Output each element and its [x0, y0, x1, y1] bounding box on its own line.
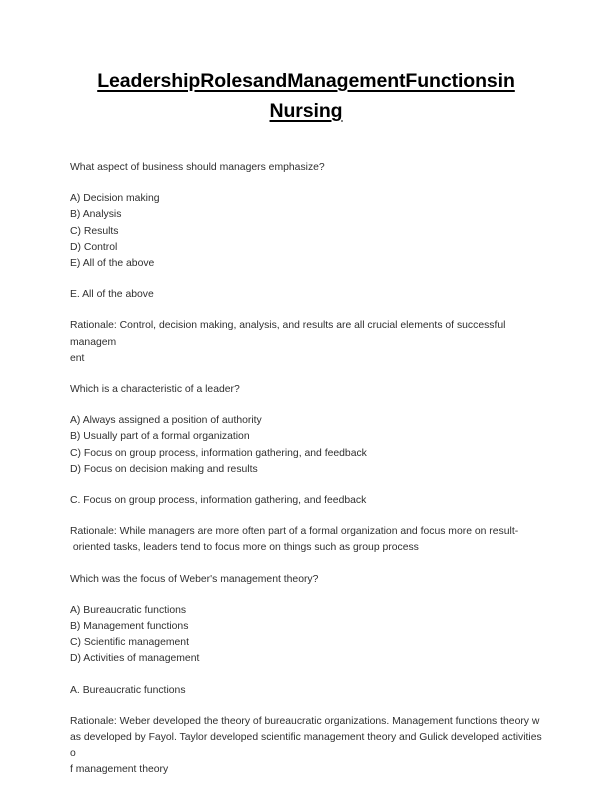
- question-3-answer: [70, 683, 546, 699]
- question-2-options-line: D) Focus on decision making and results: [70, 463, 258, 475]
- page-title-line-2: Nursing: [269, 100, 343, 122]
- question-1: [70, 160, 546, 176]
- question-3-options-line: B) Management functions: [70, 621, 189, 633]
- question-1-options-line: C) Results: [70, 225, 119, 237]
- question-1-options-line: B) Analysis: [70, 209, 122, 221]
- question-1-options-line: E) All of the above: [70, 258, 155, 270]
- question-2-rationale-line: oriented tasks, leaders tend to focus more on things such as group process: [70, 542, 419, 554]
- question-1-options-line: A) Decision making: [70, 193, 160, 205]
- question-1-rationale: [70, 318, 546, 367]
- question-1-line: What aspect of business should managers emphasize?: [70, 162, 325, 173]
- question-2-options-line: A) Always assigned a position of authority: [70, 415, 262, 427]
- question-1-rationale-line: ent: [70, 352, 85, 364]
- page-title-line-1: LeadershipRolesandManagementFunctionsin: [97, 70, 515, 92]
- question-2-answer-line: C. Focus on group process, information gathering, and feedback: [70, 495, 367, 507]
- question-3-rationale: [70, 714, 546, 779]
- question-2-options-line: B) Usually part of a formal organization: [70, 431, 250, 443]
- question-3-rationale-line: as developed by Fayol. Taylor developed scientific management theory and Gulick developed activities o: [70, 732, 545, 760]
- question-2-options-line: C) Focus on group process, information gathering, and feedback: [70, 447, 367, 459]
- question-3-answer-line: A. Bureaucratic functions: [70, 684, 186, 696]
- question-2-answer: [70, 493, 546, 509]
- question-1-options-line: D) Control: [70, 241, 118, 253]
- question-2: [70, 382, 546, 398]
- question-1-answer-line: E. All of the above: [70, 289, 154, 301]
- question-1-options: [70, 191, 546, 272]
- question-2-rationale-line: Rationale: While managers are more often part of a formal organization and focus more on result-: [70, 526, 519, 538]
- question-3-rationale-line: f management theory: [70, 764, 169, 776]
- document-body: [0, 160, 612, 779]
- question-3-rationale-line: Rationale: Weber developed the theory of bureaucratic organizations. Management functions theory w: [70, 715, 540, 727]
- page-title: [0, 0, 612, 126]
- question-3-options-line: A) Bureaucratic functions: [70, 604, 187, 616]
- question-3: [70, 572, 546, 588]
- question-1-rationale-line: Rationale: Control, decision making, analysis, and results are all crucial elements of successful managem: [70, 320, 509, 348]
- question-3-options: [70, 603, 546, 668]
- question-3-line: Which was the focus of Weber's management theory?: [70, 573, 319, 585]
- question-1-answer: [70, 287, 546, 303]
- question-2-options: [70, 413, 546, 478]
- question-3-options-line: D) Activities of management: [70, 653, 200, 665]
- question-2-rationale: [70, 524, 546, 556]
- question-3-options-line: C) Scientific management: [70, 637, 189, 649]
- question-2-line: Which is a characteristic of a leader?: [70, 384, 240, 396]
